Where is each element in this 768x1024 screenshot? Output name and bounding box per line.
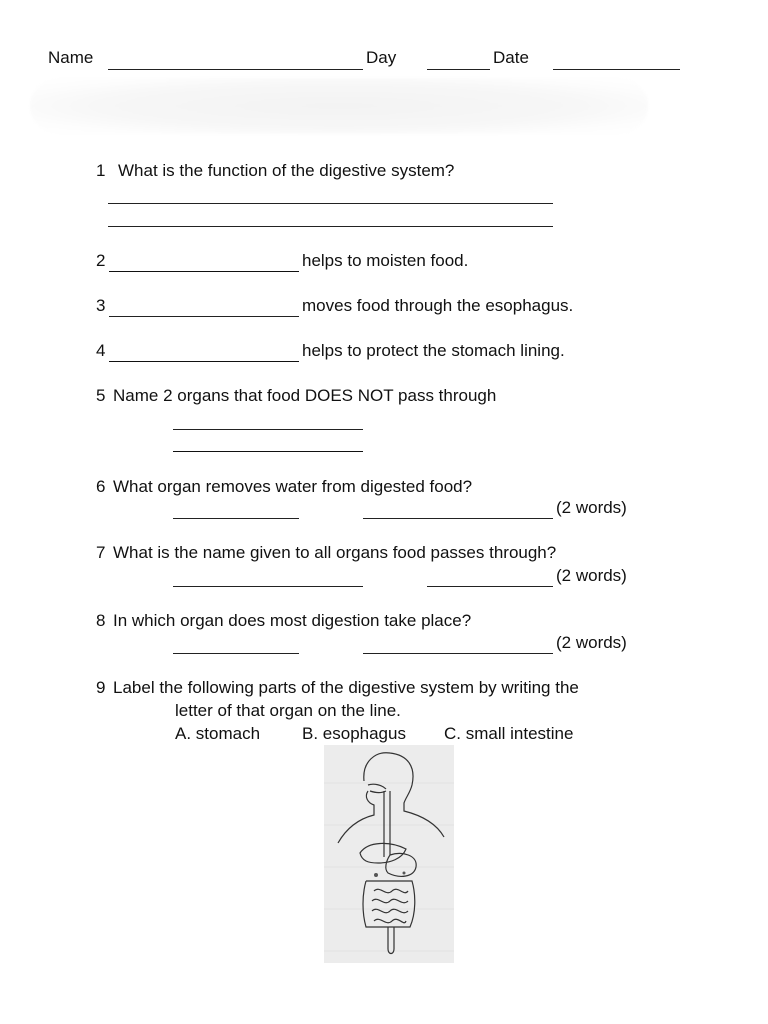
question-6-number: 6: [96, 477, 106, 496]
answer-7-word-1[interactable]: [173, 586, 363, 587]
question-6-hint: (2 words): [556, 498, 627, 517]
answer-4-line[interactable]: [109, 361, 299, 362]
question-2-number: 2: [96, 251, 106, 270]
name-label: Name: [48, 48, 94, 67]
answer-1-line-2[interactable]: [108, 226, 553, 227]
question-5-text: Name 2 organs that food DOES NOT pass through: [113, 386, 497, 405]
answer-6-word-1[interactable]: [173, 518, 299, 519]
question-1-number: 1: [96, 161, 106, 180]
question-7-number: 7: [96, 543, 106, 562]
question-3-number: 3: [96, 296, 106, 315]
option-c: C. small intestine: [444, 724, 574, 743]
answer-3-line[interactable]: [109, 316, 299, 317]
option-a: A. stomach: [175, 724, 261, 743]
digestive-system-diagram-icon: [324, 745, 454, 963]
option-b: B. esophagus: [302, 724, 406, 743]
question-9-text-line2: letter of that organ on the line.: [175, 701, 401, 720]
question-3-text: moves food through the esophagus.: [302, 296, 574, 315]
answer-8-word-1[interactable]: [173, 653, 299, 654]
answer-8-word-2[interactable]: [363, 653, 553, 654]
question-4-number: 4: [96, 341, 106, 360]
answer-2-line[interactable]: [109, 271, 299, 272]
day-blank[interactable]: [427, 69, 490, 70]
answer-7-word-2[interactable]: [427, 586, 553, 587]
day-label: Day: [366, 48, 397, 67]
date-blank[interactable]: [553, 69, 680, 70]
question-1-text: What is the function of the digestive system?: [118, 161, 455, 180]
answer-5-line-2[interactable]: [173, 451, 363, 452]
question-8-hint: (2 words): [556, 633, 627, 652]
question-5-number: 5: [96, 386, 106, 405]
answer-1-line-1[interactable]: [108, 203, 553, 204]
name-blank[interactable]: [108, 69, 363, 70]
question-8-number: 8: [96, 611, 106, 630]
answer-6-word-2[interactable]: [363, 518, 553, 519]
question-9-number: 9: [96, 678, 106, 697]
question-6-text: What organ removes water from digested food?: [113, 477, 473, 496]
question-9-text: Label the following parts of the digestive system by writing the: [113, 678, 579, 697]
date-label: Date: [493, 48, 529, 67]
question-2-text: helps to moisten food.: [302, 251, 469, 270]
question-7-text: What is the name given to all organs food passes through?: [113, 543, 557, 562]
faded-title-area: [30, 78, 648, 134]
question-4-text: helps to protect the stomach lining.: [302, 341, 565, 360]
answer-5-line-1[interactable]: [173, 429, 363, 430]
question-7-hint: (2 words): [556, 566, 627, 585]
question-8-text: In which organ does most digestion take place?: [113, 611, 472, 630]
